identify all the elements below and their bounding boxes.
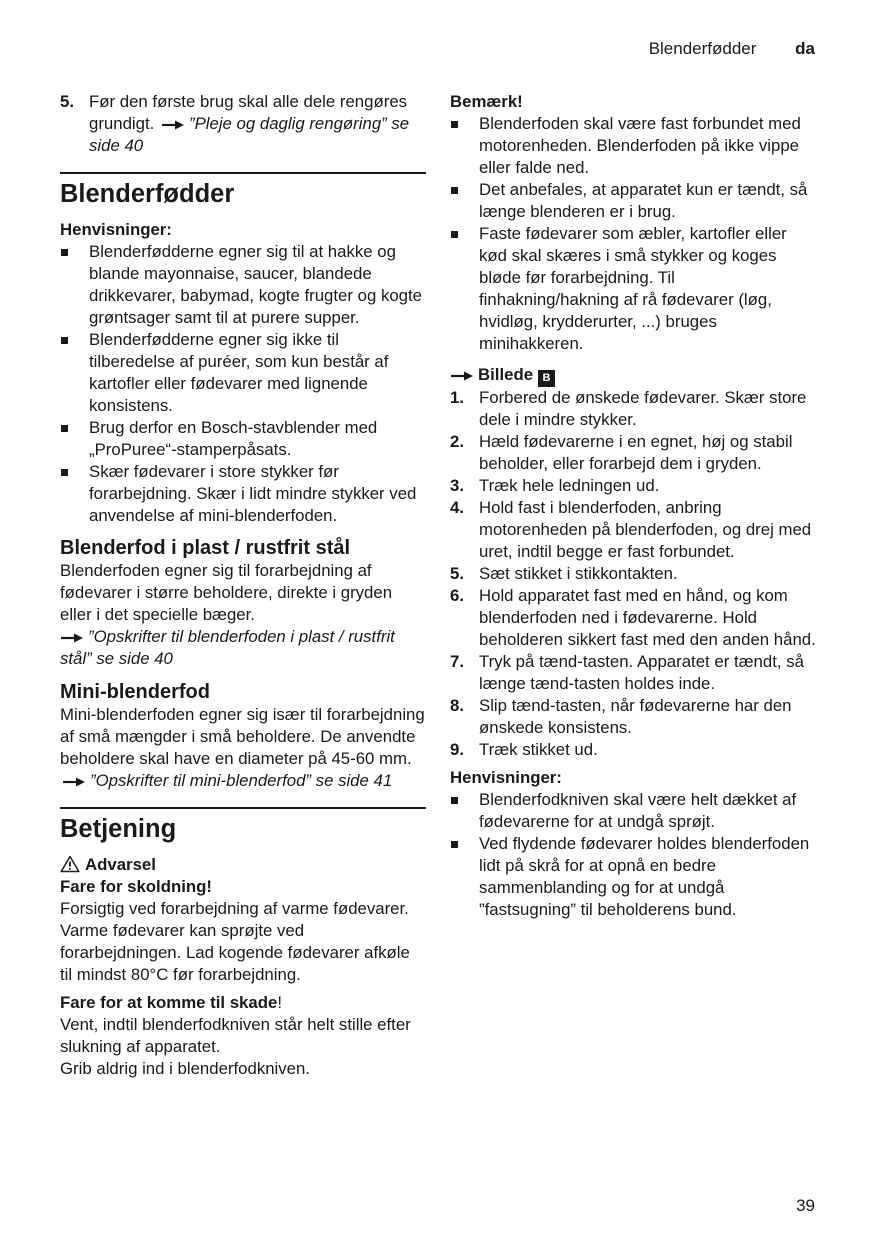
step-text: Hæld fødevarerne i en egnet, høj og stabil beholder, eller forarbejd dem i gryden.	[479, 432, 793, 473]
list-item	[450, 563, 818, 585]
notes-heading: Henvisninger:	[450, 768, 562, 787]
bullet-square-icon	[61, 249, 68, 256]
list-item-text: Det anbefales, at apparatet kun er tændt, så længe blenderen er i brug.	[479, 180, 808, 221]
subsection-title-mini: Mini-blenderfod	[60, 681, 210, 703]
figure-letter-badge: B	[538, 370, 555, 387]
list-item	[450, 789, 818, 833]
step-number: 7.	[450, 652, 464, 671]
arrow-right-icon	[161, 120, 185, 130]
plast-paragraph	[60, 560, 426, 670]
bullet-square-icon	[451, 121, 458, 128]
list-item	[450, 695, 818, 739]
step-text: Forbered de ønskede fødevarer. Skær store dele i mindre stykker.	[479, 388, 807, 429]
list-item	[450, 179, 818, 223]
list-item	[450, 585, 818, 651]
section-divider	[60, 172, 426, 174]
step-text: Slip tænd-tasten, når fødevarerne har den ønskede konsistens.	[479, 696, 792, 737]
notes-heading: Henvisninger:	[60, 220, 172, 239]
notes-list	[60, 241, 426, 527]
header-language-code: da	[795, 39, 815, 58]
cross-reference-link[interactable]: ”Opskrifter til blenderfoden i plast / rustfrit stål” se side 40	[60, 627, 395, 668]
subsection-title-plast: Blenderfod i plast / rustfrit stål	[60, 537, 351, 559]
list-item-text: Blenderfødderne egner sig ikke til tilberedelse af puréer, som kun består af kartofler eller fødevarer med lignende konsistens.	[89, 330, 389, 415]
warning-triangle-icon	[60, 855, 80, 873]
step-text: Før den første brug skal alle dele rengøres grundigt.	[89, 92, 408, 133]
step-text: Tryk på tænd-tasten. Apparatet er tændt, så længe tænd-tasten holdes inde.	[479, 652, 804, 693]
list-item	[450, 475, 818, 497]
note-heading: Bemærk!	[450, 92, 523, 111]
step-number: 5.	[450, 564, 464, 583]
step-text: Træk hele ledningen ud.	[479, 476, 660, 495]
step-number: 1.	[450, 388, 464, 407]
step-5-first-use	[60, 91, 426, 157]
bullet-square-icon	[451, 231, 458, 238]
figure-label: Billede	[478, 365, 534, 384]
mini-text: Mini-blenderfoden egner sig især til forarbejdning af små mængder i små beholdere. De anvendte beholdere skal have en diameter på 45-60 mm.	[60, 705, 425, 768]
section-divider	[60, 807, 426, 809]
page-number: 39	[796, 1196, 815, 1215]
step-number: 8.	[450, 696, 464, 715]
section-title-blenderfodder: Blenderfødder	[60, 180, 235, 208]
right-column	[450, 91, 818, 921]
warning-label: Advarsel	[85, 855, 156, 874]
cross-reference-link[interactable]: ”Pleje og daglig rengøring” se side 40	[89, 114, 410, 155]
hazard-title-scalding: Fare for skoldning!	[60, 877, 212, 896]
list-item-text: Faste fødevarer som æbler, kartofler eller kød skal skæres i små stykker og koges bløde før forarbejdning. Til finhakning/hakning af rå fødevarer (løg, hvidløg, krydderurter, ...) bruges minihakkeren.	[479, 224, 787, 353]
plast-text: Blenderfoden egner sig til forarbejdning af fødevarer i større beholdere, direkte i gryden eller i det specielle bæger.	[60, 561, 393, 624]
left-column	[60, 91, 426, 1080]
list-item	[450, 739, 818, 761]
step-number: 3.	[450, 476, 464, 495]
bullet-square-icon	[61, 337, 68, 344]
hazard-text-scalding: Forsigtig ved forarbejdning af varme fødevarer. Varme fødevarer kan sprøjte ved forarbejdningen. Lad kogende fødevarer afkøle til mindst 80°C før forarbejdning.	[60, 899, 410, 984]
hazard-title-injury: Fare for at komme til skade	[60, 993, 278, 1012]
section-title-betjening: Betjening	[60, 815, 177, 843]
step-text: Sæt stikket i stikkontakten.	[479, 564, 678, 583]
step-text: Hold apparatet fast med en hånd, og kom blenderfoden ned i fødevarerne. Hold beholderen sikkert fast med den anden hånd.	[479, 586, 816, 649]
list-item-text: Ved flydende fødevarer holdes blenderfoden lidt på skrå for at opnå en bedre sammenblanding og for at undgå ”fastsugning” til beholderens bund.	[479, 834, 810, 919]
step-number: 9.	[450, 740, 464, 759]
page-header	[649, 39, 815, 59]
hazard-text-injury-2: Grib aldrig ind i blenderfodkniven.	[60, 1059, 310, 1078]
header-section-title: Blenderfødder	[648, 39, 757, 58]
list-item-text: Blenderfødderne egner sig til at hakke og blande mayonnaise, saucer, blandede drikkevarer, babymad, kogte frugter og kogte grøntsager samt til at purere supper.	[89, 242, 423, 327]
list-item-text: Blenderfoden skal være fast forbundet med motorenheden. Blenderfoden på ikke vippe eller falde ned.	[479, 114, 801, 177]
step-number: 2.	[450, 432, 464, 451]
hazard-mark: !	[277, 993, 282, 1012]
note-list	[450, 113, 818, 355]
list-item	[450, 387, 818, 431]
bullet-square-icon	[61, 469, 68, 476]
step-number: 4.	[450, 498, 464, 517]
list-item	[60, 241, 426, 329]
list-item	[450, 223, 818, 355]
step-number: 6.	[450, 586, 464, 605]
notes-list	[450, 789, 818, 921]
list-item	[450, 113, 818, 179]
step-number: 5.	[60, 92, 74, 111]
bullet-square-icon	[451, 187, 458, 194]
bullet-square-icon	[451, 797, 458, 804]
step-text: Træk stikket ud.	[479, 740, 598, 759]
figure-reference	[450, 364, 818, 387]
warning-heading	[60, 854, 426, 876]
arrow-right-icon	[450, 371, 474, 381]
hazard-text-injury-1: Vent, indtil blenderfodkniven står helt stille efter slukning af apparatet.	[60, 1015, 411, 1056]
list-item-text: Skær fødevarer i store stykker før forarbejdning. Skær i lidt mindre stykker ved anvendelse af mini-blenderfoden.	[89, 462, 417, 525]
list-item	[450, 833, 818, 921]
steps-list	[450, 387, 818, 761]
list-item	[60, 329, 426, 417]
cross-reference-link[interactable]: ”Opskrifter til mini-blenderfod” se side 41	[90, 771, 393, 790]
bullet-square-icon	[451, 841, 458, 848]
arrow-right-icon	[60, 633, 84, 643]
list-item	[450, 497, 818, 563]
bullet-square-icon	[61, 425, 68, 432]
list-item-text: Blenderfodkniven skal være helt dækket af fødevarerne for at undgå sprøjt.	[479, 790, 797, 831]
hazard-heading-injury	[60, 992, 426, 1014]
list-item-text: Brug derfor en Bosch-stavblender med „ProPuree“-stamperpåsats.	[89, 418, 378, 459]
list-item	[450, 651, 818, 695]
arrow-right-icon	[62, 777, 86, 787]
step-text: Hold fast i blenderfoden, anbring motorenheden på blenderfoden, og drej med uret, indtil begge er fast forbundet.	[479, 498, 812, 561]
list-item	[60, 461, 426, 527]
mini-paragraph	[60, 704, 426, 792]
list-item	[60, 417, 426, 461]
list-item	[450, 431, 818, 475]
